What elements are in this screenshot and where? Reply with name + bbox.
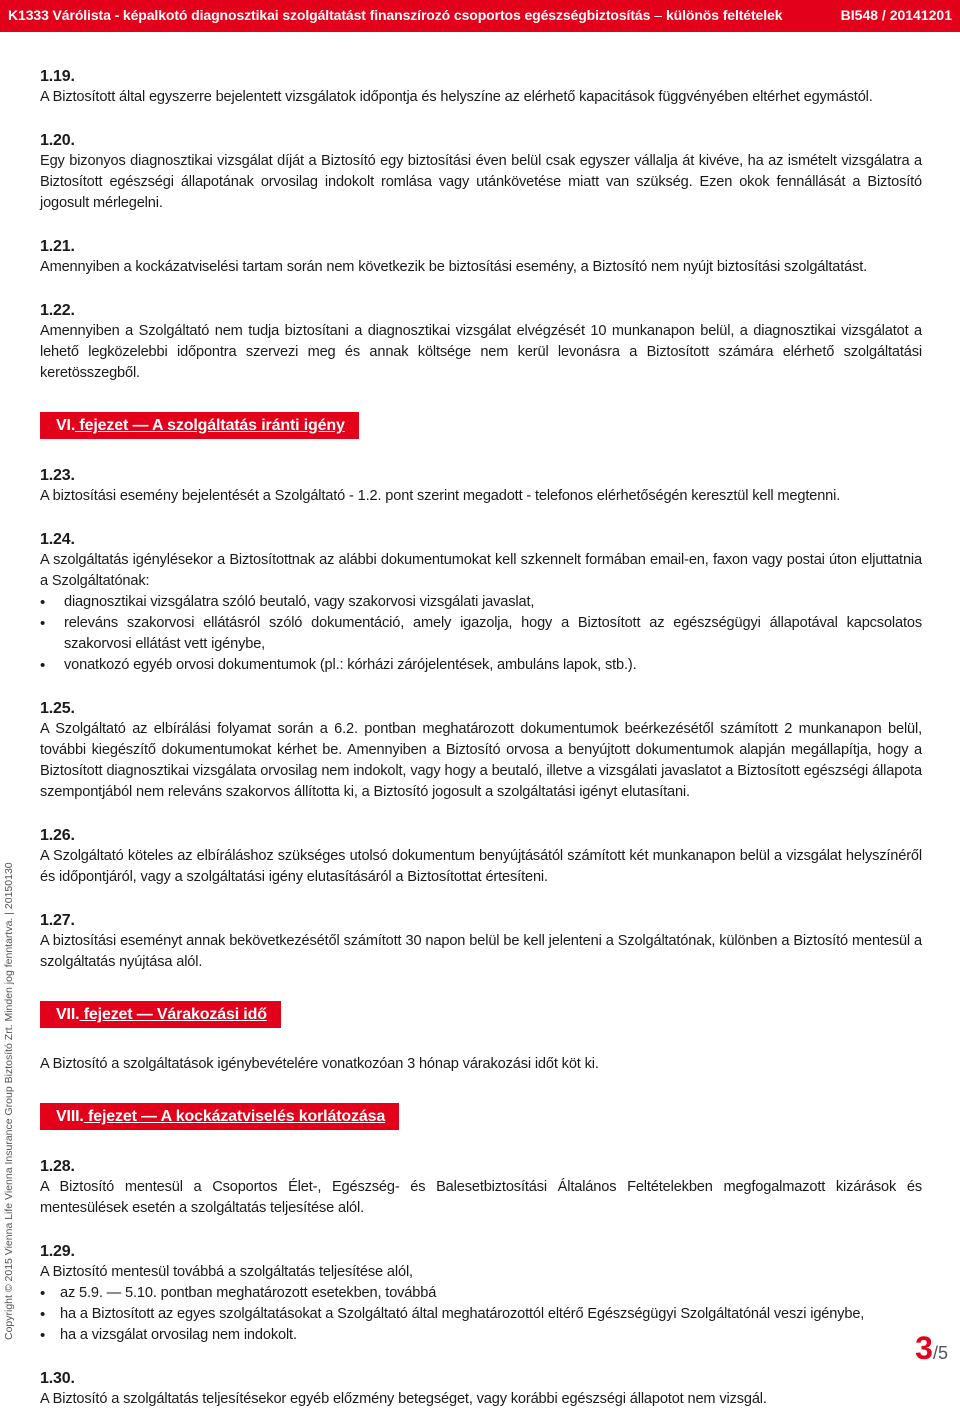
page-separator: / [932,1343,938,1363]
list-item: • az 5.9. — 5.10. pontban meghatározott esetekben, továbbá [40,1283,922,1304]
document-list [40,592,922,676]
section-number: 1.29. [40,1243,75,1260]
section-1-19 [40,66,922,108]
chapter-heading-vii [40,1001,281,1028]
current-page: 3 [915,1330,933,1366]
section-text: Egy bizonyos diagnosztikai vizsgálat díját a Biztosító egy biztosítási éven belül csak egyszer vállalja át kivéve, ha az ismételt vizsgálatra a Biztosított egészségi állapotának orvosilag indokolt romlása vagy utánkövetése miatt van szükség. Ezen okok fennállását a Biztosító jogosult mérlegelni. [40,153,922,211]
section-number: 1.22. [40,302,75,319]
document-header [0,0,960,32]
exemption-list [40,1283,922,1346]
section-number: 1.28. [40,1158,75,1175]
section-number: 1.24. [40,531,75,548]
section-1-26 [40,825,922,888]
section-text: A Biztosító mentesül továbbá a szolgáltatás teljesítése alól, [40,1264,413,1280]
list-item: • ha a Biztosított az egyes szolgáltatásokat a Szolgáltató által meghatározottól eltérő Egészségügyi Szolgáltatónál veszi igénybe, [40,1304,922,1325]
header-title-main: K1333 Várólista - képalkotó diagnosztikai szolgáltatást finanszírozó csoportos egészségbiztosítás [8,7,651,23]
section-1-21 [40,236,922,278]
header-separator: – [654,7,662,23]
section-number: 1.30. [40,1370,75,1387]
chapter-heading-vi [40,412,359,439]
section-text: A Biztosított által egyszerre bejelentett vizsgálatok időpontja és helyszíne az elérhető kapacitások függvényében eltérhet egymástól. [40,89,873,105]
section-number: 1.25. [40,700,75,717]
copyright-sidebar: Copyright © 2015 Vienna Life Vienna Insurance Group Biztosító Zrt. Minden jog fenntartva. | 20150130 [3,862,15,1340]
section-text: Amennyiben a kockázatviselési tartam során nem következik be biztosítási esemény, a Biztosító nem nyújt biztosítási szolgáltatást. [40,259,868,275]
section-1-29 [40,1241,922,1346]
section-1-30 [40,1368,922,1410]
section-number: 1.19. [40,68,75,85]
header-title-sub: különös feltételek [665,7,783,23]
section-text: A Szolgáltató köteles az elbíráláshoz szükséges utolsó dokumentum benyújtásától számított két munkanapon belül a vizsgálat helyszínéről és időpontjáról, vagy a szolgáltatási igény elutasításáról a Biztosítottat értesíteni. [40,848,922,885]
list-item: • ha a vizsgálat orvosilag nem indokolt. [40,1325,922,1346]
chapter-roman: VI. [56,417,76,434]
section-text: A Biztosító a szolgáltatás teljesítésekor egyéb előzmény betegséget, vagy korábbi egészségi állapotot nem vizsgál. [40,1391,767,1407]
section-text: A Biztosító a szolgáltatások igénybevételére vonatkozóan 3 hónap várakozási időt köt ki. [40,1056,599,1072]
document-body [40,66,922,1410]
section-text: A biztosítási esemény bejelentését a Szolgáltató - 1.2. pont szerint megadott - telefonos elérhetőségén keresztül kell megtenni. [40,488,841,504]
section-text: Amennyiben a Szolgáltató nem tudja biztosítani a diagnosztikai vizsgálat elvégzését 10 munkanapon belül, a diagnosztikai vizsgálatot a lehető legközelebbi időpontra szervezi meg és annak költsége nem kerül levonásra a Biztosított számára elérhető szolgáltatási keretösszegből. [40,323,922,381]
chapter-title: fejezet — Várakozási idő [79,1006,267,1023]
section-text: A biztosítási eseményt annak bekövetkezésétől számított 30 napon belül be kell jelenteni a Szolgáltatónak, különben a Biztosító mentesül a szolgáltatás nyújtása alól. [40,933,922,970]
section-number: 1.21. [40,238,75,255]
section-1-24 [40,529,922,676]
section-number: 1.20. [40,132,75,149]
section-1-25 [40,698,922,803]
section-1-28 [40,1156,922,1219]
section-1-27 [40,910,922,973]
total-pages: 5 [937,1343,948,1363]
header-doc-code: BI548 / 20141201 [840,7,952,23]
chapter-title: fejezet — A kockázatviselés korlátozása [83,1108,386,1125]
chapter-vii-text [40,1054,922,1075]
header-title [8,7,782,23]
section-number: 1.26. [40,827,75,844]
chapter-roman: VIII. [56,1108,84,1125]
list-item: • vonatkozó egyéb orvosi dokumentumok (pl.: kórházi zárójelentések, ambuláns lapok, stb.). [40,655,922,676]
section-1-23 [40,465,922,507]
page-number [915,1330,948,1367]
list-item: • releváns szakorvosi ellátásról szóló dokumentáció, amely igazolja, hogy a Biztosított az egészségügyi állapotával kapcsolatos szakorvosi ellátást vett igénybe, [40,613,922,655]
chapter-title: fejezet — A szolgáltatás iránti igény [75,417,345,434]
section-number: 1.23. [40,467,75,484]
section-1-20 [40,130,922,214]
chapter-roman: VII. [56,1006,80,1023]
section-number: 1.27. [40,912,75,929]
section-text: A szolgáltatás igénylésekor a Biztosítottnak az alábbi dokumentumokat kell szkennelt formában email-en, faxon vagy postai úton eljuttatnia a Szolgáltatónak: [40,552,922,589]
section-1-22 [40,300,922,384]
section-text: A Biztosító mentesül a Csoportos Élet-, Egészség- és Balesetbiztosítási Általános Feltételekben megfogalmazott kizárások és mentesülések esetén a szolgáltatás teljesítése alól. [40,1179,922,1216]
list-item: • diagnosztikai vizsgálatra szóló beutaló, vagy szakorvosi vizsgálati javaslat, [40,592,922,613]
chapter-heading-viii [40,1103,399,1130]
section-text: A Szolgáltató az elbírálási folyamat során a 6.2. pontban meghatározott dokumentumok beérkezésétől számított 2 munkanapon belül, további kiegészítő dokumentumokat kérhet be. Amennyiben a Biztosító orvosa a benyújtott dokumentumok alapján megállapítja, hogy a Biztosított diagnosztikai vizsgálata orvosilag nem indokolt, vagy hogy a beutaló, illetve a vizsgálati javaslatot a Biztosított egészségi állapota szempontjából nem releváns szakorvos állította ki, a Biztosító jogosult a szolgáltatási igényt elutasítani. [40,721,922,800]
